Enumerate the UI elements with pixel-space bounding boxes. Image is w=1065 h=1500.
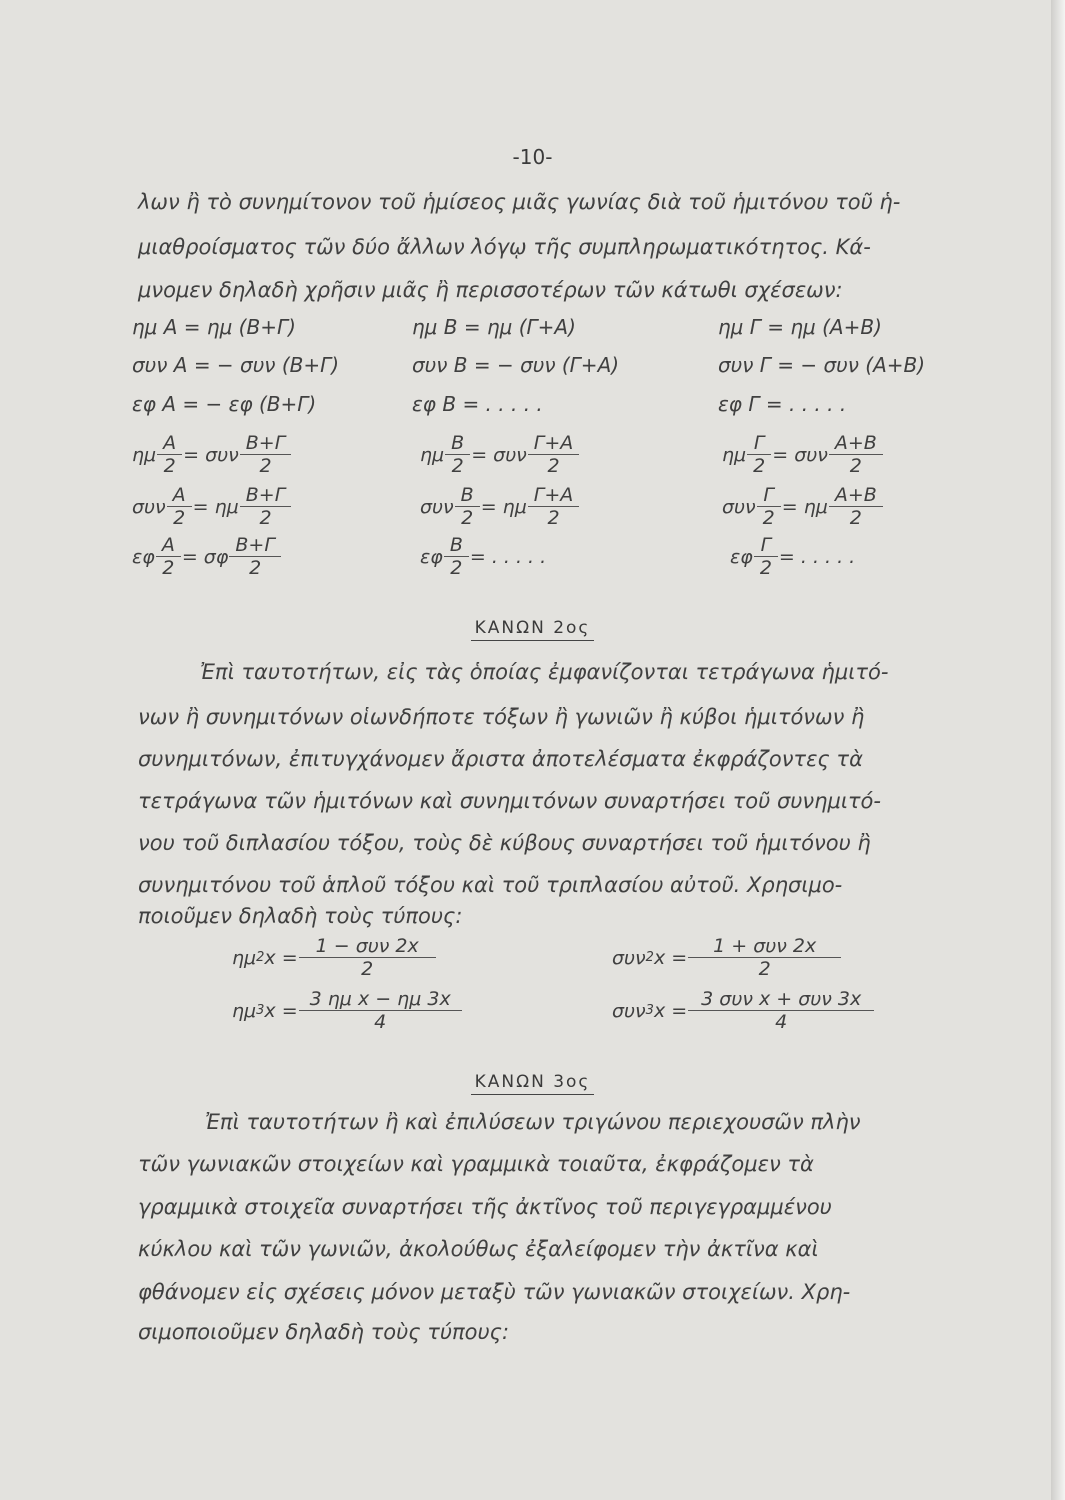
rule-3-line: γραμμικὰ στοιχεῖα συναρτήσει τῆς ἀκτῖνος τοῦ περιγεγραμμένου	[138, 1195, 832, 1219]
rule-2-heading: ΚΑΝΩΝ 2ος	[0, 618, 1065, 638]
rule-3-line: κύκλου καὶ τῶν γωνιῶν, ἀκολούθως ἐξαλείφομεν τὴν ἀκτῖνα καὶ	[138, 1237, 819, 1261]
rule-2-line: νων ἢ συνημιτόνων οἱωνδήποτε τόξων ἢ γωνιῶν ἢ κύβοι ἡμιτόνων ἢ	[138, 705, 865, 729]
rule-3-line: τῶν γωνιακῶν στοιχείων καὶ γραμμικὰ τοιαῦτα, ἐκφράζομεν τὰ	[138, 1152, 814, 1176]
rule-2-line: ποιοῦμεν δηλαδὴ τοὺς τύπους:	[138, 904, 463, 928]
half-angle-relation: συν $\frac{B}{2}$ = ημ $\frac{\Gamma+A}{2}$	[420, 484, 580, 529]
rule-2-line: συνημιτόνου τοῦ ἁπλοῦ τόξου καὶ τοῦ τριπλασίου αὐτοῦ. Χρησιμο-	[138, 873, 843, 897]
rule-2-line: συνημιτόνων, ἐπιτυγχάνομεν ἄριστα ἀποτελέσματα ἐκφράζοντες τὰ	[138, 747, 863, 771]
half-angle-relation: συν $\frac{A}{2}$ = ημ $\frac{B+\Gamma}{2}$	[132, 484, 292, 529]
relation: εφ A = − εφ (B+Γ)	[132, 392, 317, 416]
relation: συν Γ = − συν (A+B)	[718, 353, 926, 377]
relation: εφ B = . . . . .	[412, 392, 543, 416]
rule-3-line: φθάνομεν εἰς σχέσεις μόνον μεταξὺ τῶν γωνιακῶν στοιχείων. Χρη-	[138, 1280, 851, 1304]
rule-2-line: Ἐπὶ ταυτοτήτων, εἰς τὰς ὁποίας ἐμφανίζονται τετράγωνα ἡμιτό-	[200, 660, 889, 684]
half-angle-relation: εφ $\frac{A}{2}$ = σφ $\frac{B+\Gamma}{2}$	[132, 534, 282, 579]
half-angle-relation: ημ $\frac{B}{2}$ = συν $\frac{\Gamma+A}{2}$	[420, 432, 580, 477]
relation: συν B = − συν (Γ+A)	[412, 353, 620, 377]
page-edge	[1051, 0, 1065, 1500]
power-formula: ημ 2 x = $\frac{\text{1 − συν 2x}}{2}$	[232, 935, 437, 980]
relation: ημ Γ = ημ (A+B)	[718, 315, 882, 339]
half-angle-relation: συν $\frac{\Gamma}{2}$ = ημ $\frac{A+B}{2}$	[722, 484, 884, 529]
relation: ημ A = ημ (B+Γ)	[132, 315, 296, 339]
relation: ημ B = ημ (Γ+A)	[412, 315, 576, 339]
intro-line: μιαθροίσματος τῶν δύο ἄλλων λόγῳ τῆς συμπληρωματικότητος. Κά-	[138, 235, 871, 259]
power-formula: ημ 3 x = $\frac{\text{3 ημ x − ημ 3x}}{4}$	[232, 988, 463, 1033]
rule-3-heading: ΚΑΝΩΝ 3ος	[0, 1072, 1065, 1092]
relation: εφ Γ = . . . . .	[718, 392, 847, 416]
page-number: -10-	[512, 145, 553, 169]
intro-line: μνομεν δηλαδὴ χρῆσιν μιᾶς ἢ περισσοτέρων τῶν κάτωθι σχέσεων:	[138, 278, 843, 302]
half-angle-relation: ημ $\frac{A}{2}$ = συν $\frac{B+\Gamma}{2}$	[132, 432, 292, 477]
power-formula: συν 2 x = $\frac{\text{1 + συν 2x}}{2}$	[612, 935, 842, 980]
half-angle-relation: ημ $\frac{\Gamma}{2}$ = συν $\frac{A+B}{2}$	[722, 432, 884, 477]
relation: συν A = − συν (B+Γ)	[132, 353, 340, 377]
half-angle-relation: εφ $\frac{\Gamma}{2}$ = . . . . .	[730, 534, 856, 579]
intro-line: λων ἢ τὸ συνημίτονον τοῦ ἡμίσεος μιᾶς γωνίας διὰ τοῦ ἡμιτόνου τοῦ ἡ-	[138, 190, 901, 214]
rule-2-line: τετράγωνα τῶν ἡμιτόνων καὶ συνημιτόνων συναρτήσει τοῦ συνημιτό-	[138, 789, 881, 813]
power-formula: συν 3 x = $\frac{\text{3 συν x + συν 3x}}{4}$	[612, 988, 875, 1033]
half-angle-relation: εφ $\frac{B}{2}$ = . . . . .	[420, 534, 547, 579]
rule-2-line: νου τοῦ διπλασίου τόξου, τοὺς δὲ κύβους συναρτήσει τοῦ ἡμιτόνου ἢ	[138, 831, 871, 855]
rule-3-line: σιμοποιοῦμεν δηλαδὴ τοὺς τύπους:	[138, 1320, 510, 1344]
rule-3-line: Ἐπὶ ταυτοτήτων ἢ καὶ ἐπιλύσεων τριγώνου περιεχουσῶν πλὴν	[205, 1110, 861, 1134]
